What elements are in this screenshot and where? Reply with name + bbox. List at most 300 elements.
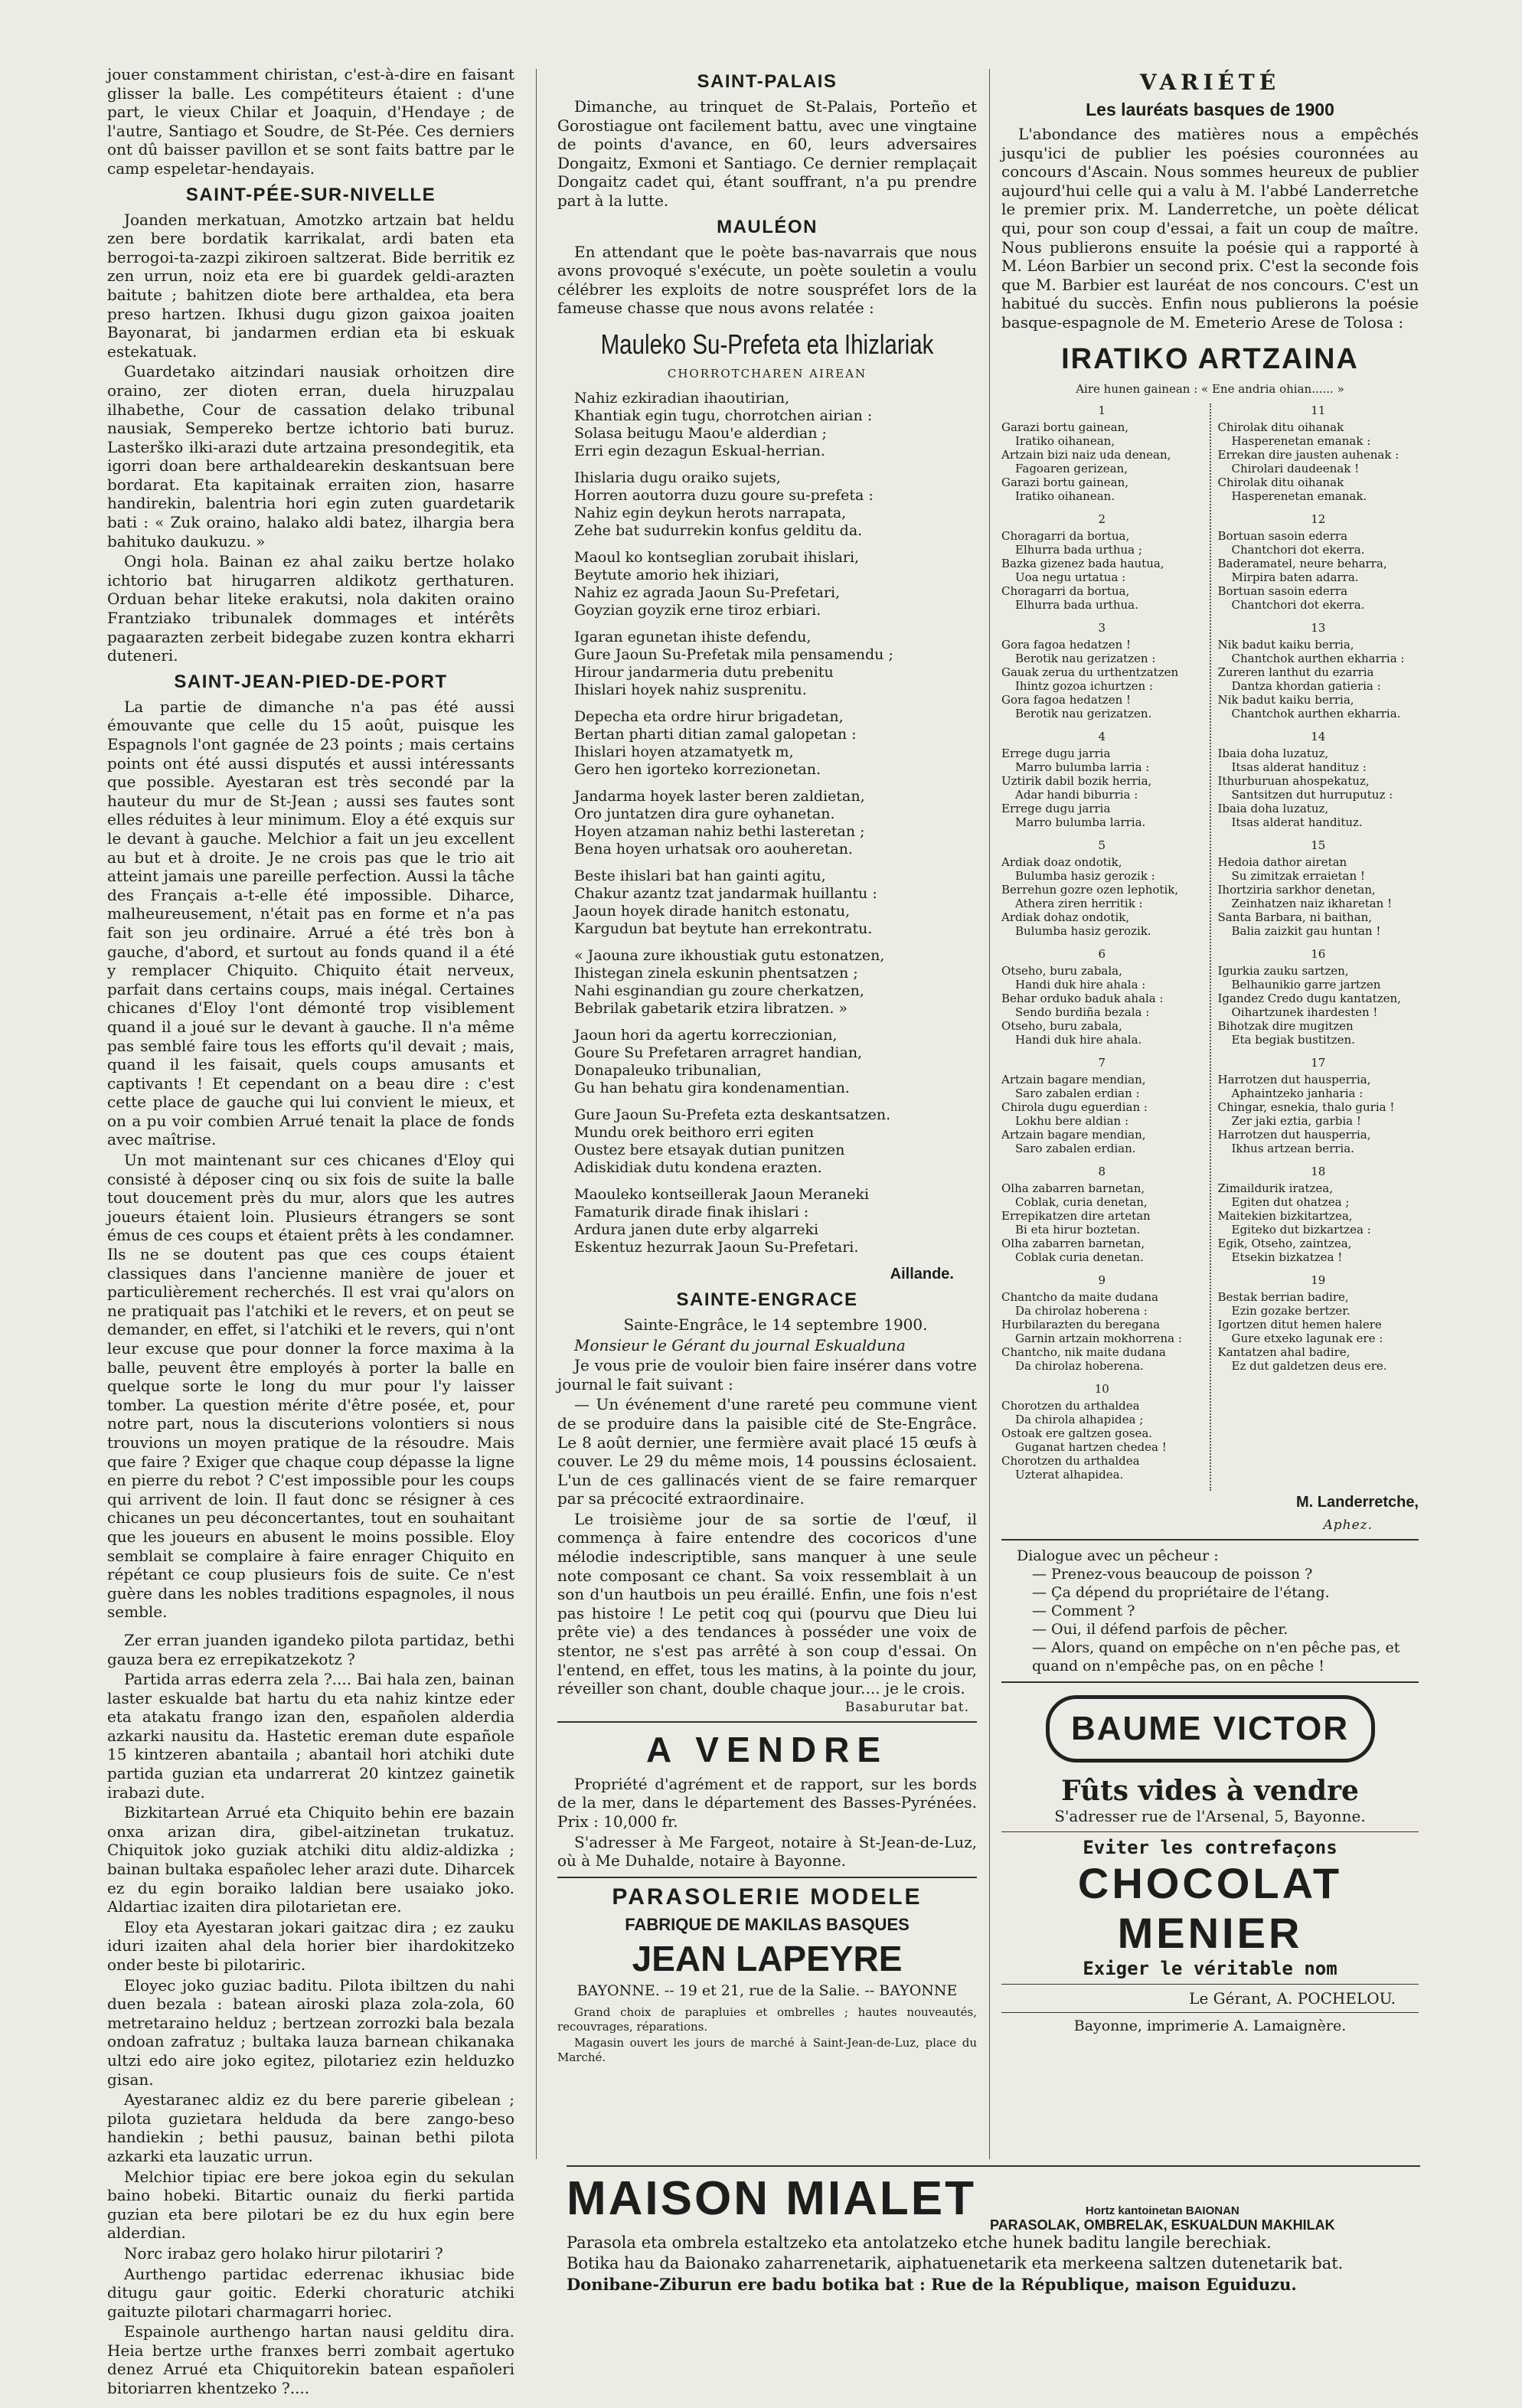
poem-stanza bbox=[574, 1186, 977, 1256]
poem-line: Chantchori dot ekerra. bbox=[1231, 597, 1365, 612]
column-rule-1 bbox=[536, 69, 537, 2159]
poem-line: Ostoak ere galtzen gosea. bbox=[1001, 1426, 1153, 1440]
poem-line: Hasperenetan emanak : bbox=[1231, 433, 1371, 448]
poem-stanza bbox=[1218, 947, 1419, 1047]
poem-line: Egik, Otseho, zaintzea, bbox=[1217, 1236, 1352, 1250]
poem-line: Gure Jaoun Su-Prefetak mila pensamendu ; bbox=[574, 645, 893, 663]
column-3 bbox=[1001, 65, 1419, 2034]
poem-line: Hirour jandarmeria dutu prebenitu bbox=[574, 663, 834, 681]
poem-line: Gu han behatu gira kondenamentian. bbox=[574, 1079, 850, 1096]
paragraph: Je vous prie de vouloir bien faire insérer dans votre journal le fait suivant : bbox=[557, 1356, 977, 1394]
ad-vendre-contact: S'adresser à Me Fargeot, notaire à St-Jean-de-Luz, où à Me Duhalde, notaire à Bayonne. bbox=[557, 1832, 977, 1871]
poem-stanza bbox=[1218, 1056, 1419, 1155]
poem-stanza bbox=[574, 788, 977, 858]
poem-stanza bbox=[1001, 730, 1203, 829]
poem-line: Santa Barbara, ni baithan, bbox=[1217, 910, 1373, 924]
poem-line: Ihislaria dugu oraiko sujets, bbox=[574, 469, 781, 486]
stanza-number: 19 bbox=[1311, 1273, 1326, 1287]
poem-line: Etsekin bizkatzea ! bbox=[1231, 1250, 1343, 1264]
poem-line: Bena hoyen urhatsak oro aouheretan. bbox=[574, 840, 853, 858]
poem-line: Garazi bortu gainean, bbox=[1001, 475, 1129, 489]
poem-stanza bbox=[574, 390, 977, 460]
ad-baume-badge bbox=[1046, 1695, 1375, 1763]
paragraph: La partie de dimanche n'a pas été aussi émouvante que celle du 15 août, puisque les Espagnols l'ont gagnée de 23 points ; mais certains points ont été aussi disputés et aussi intéressants que possible. Ayestaran est très secondé par la hauteur du mur de St-Jean ; aussi ses fautes sont elles réduites à leur minimum. Eloy a été exquis sur le devant à gauche. Melchior a fait un jeu excellent au but et à droite. Je ne crois pas que le trio ait atteint jamais une pareille perfection. Aussi la tâche des Français a-t-elle été impossible. Diharce, malheureusement, n'était pas en forme et n'a pas fait son jeu ordinaire. Arrué a été très bon à gauche, d'abord, et surtout au fonds quand il a été y remplacer Chiquito. Chiquito était nerveux, parfait dans certains coups, mais inégal. Certaines chicanes d'Eloy l'ont démonté trop visiblement quand il a joué sur le devant à gauche. Il n'a même pas semblé faire tous les efforts qu'il devait ; mais, quand il les faisait, quels coups amusants et captivants ! Et cependant on a beau dire : c'est cette place de gauche qui lui convient le mieux, et on a pu voir combien Arrué tenait la place de fonds avec maîtrise. bbox=[107, 697, 514, 1149]
poem-line: Bebrilak gabetarik etzira libratzen. » bbox=[574, 999, 848, 1017]
paragraph: Partida arras ederra zela ?.... Bai hala zen, bainan laster eskualde bat hartu du eta nahiz kintze eder eta atakatu frango izan den, españolen alderdia azkarki nausitu da. Hastetic ereman dute españole 15 kintzeren abantaila ; abantail hori atchiki dute partida guzian eta undarrerat 20 kintzez gainetik irabazi dute. bbox=[107, 1670, 514, 1802]
poem-line: Ikhus artzean berria. bbox=[1231, 1141, 1354, 1155]
poem-line: Berrehun gozre ozen lephotik, bbox=[1001, 882, 1179, 897]
poem-line: Bortuan sasoin ederra bbox=[1217, 528, 1348, 543]
dialog-line: — Oui, il défend parfois de pêcher. bbox=[1032, 1620, 1288, 1638]
poem-line: Chirolari daudeenak ! bbox=[1231, 461, 1360, 475]
poem-line: Gora fagoa hedatzen ! bbox=[1001, 637, 1132, 652]
dialog-line: quand on n'empêche pas, on en pêche ! bbox=[1032, 1657, 1324, 1674]
stanza-number: 15 bbox=[1311, 838, 1326, 852]
poem-line: Chantchok aurthen ekharria. bbox=[1231, 706, 1401, 720]
ad-futs-title: Fûts vides à vendre bbox=[1061, 1774, 1359, 1807]
poem-line: Hurbilarazten du beregana bbox=[1001, 1317, 1161, 1331]
poem-line: Errepikatzen dire artetan bbox=[1001, 1208, 1151, 1223]
poem-line: Maouleko kontseillerak Jaoun Meraneki bbox=[574, 1185, 870, 1203]
paragraph: Espainole aurthengo hartan nausi gelditu dira. Heia bertze urthe franxes berri zombait agertuko denez Arrué eta Chiquitorekin batean españoleri bitoriarren khentzeko ?.... bbox=[107, 2322, 514, 2398]
stanza-number: 9 bbox=[1098, 1273, 1106, 1287]
poem-stanza bbox=[1218, 1273, 1419, 1373]
poem-line: Hedoia dathor airetan bbox=[1217, 854, 1347, 869]
poem-line: Igaran egunetan ihiste defendu, bbox=[574, 628, 812, 645]
ad-mialet-text: Botika hau da Baionako zaharrenetarik, aiphatuenetarik eta merkeena saltzen dutenetarik bat. bbox=[567, 2254, 1344, 2272]
poem-line: Ardiak dohaz ondotik, bbox=[1001, 910, 1130, 924]
poem-line: Ihortziria sarkhor denetan, bbox=[1217, 882, 1376, 897]
poem-stanza bbox=[1218, 838, 1419, 938]
poem-stanza bbox=[1001, 1056, 1203, 1155]
poem-line: Ez dut galdetzen deus ere. bbox=[1231, 1358, 1387, 1373]
divider bbox=[557, 1877, 977, 1878]
poem-line: Bi eta hirur boztetan. bbox=[1015, 1222, 1141, 1237]
poem-line: Nahiz ez agrada Jaoun Su-Prefetari, bbox=[574, 583, 841, 601]
poem-line: Egiten dut ohatzea ; bbox=[1231, 1194, 1350, 1209]
paragraph: Le troisième jour de sa sortie de l'œuf, il commença à faire entendre des cocoricos d'une mélodie indescriptible, sans manquer à une seule note composant ce chant. Sa voix ressemblait à un son d'un hautbois un peu éraillé. Enfin, une fois n'est pas histoire ! Le petit coq qui (pourvu que Dieu lui prête vie) a des tendances à posséder une voix de stentor, ne s'est pas arrêté à son coup d'essai. On l'entend, en effet, tous les matins, à la pointe du jour, réveiller son chant, double chaque jour.... je le crois. bbox=[557, 1509, 977, 1698]
poem-line: Goyzian goyzik erne tiroz erbiari. bbox=[574, 601, 821, 619]
poem-line: Eta begiak bustitzen. bbox=[1231, 1032, 1355, 1047]
poem-line: Uoa negu urtatua : bbox=[1015, 570, 1126, 584]
paragraph: Ayestaranec aldiz ez du bere parerie gibelean ; pilota guzietara helduda da bere zango-beso handiekin ; bethi pausuz, bainan bethi pilota azkarki eta lauzatic urrun. bbox=[107, 2090, 514, 2165]
poem-line: Famaturik dirade finak ihislari : bbox=[574, 1203, 809, 1220]
imprimerie: Bayonne, imprimerie A. Lamaignère. bbox=[1073, 2017, 1347, 2034]
poem-line: Harrotzen dut hausperria, bbox=[1217, 1072, 1371, 1086]
ad-maison-mialet bbox=[567, 2165, 1420, 2295]
ad-mialet-side-line: PARASOLAK, OMBRELAK, ESKUALDUN MAKHILAK bbox=[989, 2217, 1335, 2233]
ad-chocolat-warning: Eviter les contrefaçons bbox=[1083, 1836, 1337, 1858]
ad-mialet-side-line: Hortz kantoinetan BAIONAN bbox=[1085, 2204, 1239, 2217]
poem-line: Ihistegan zinela eskunin phentsatzen ; bbox=[574, 964, 858, 982]
divider bbox=[1001, 1984, 1419, 1985]
poem-line: Artzain bagare mendian, bbox=[1001, 1072, 1146, 1086]
poem-line: Athera ziren herritik : bbox=[1015, 896, 1143, 910]
poem-line: Zureren lanthut du ezarria bbox=[1217, 665, 1374, 679]
poem-line: Igandez Credo dugu kantatzen, bbox=[1217, 991, 1401, 1005]
poem-line: Behar orduko baduk ahala : bbox=[1001, 991, 1164, 1005]
poem-line: Depecha eta ordre hirur brigadetan, bbox=[574, 707, 844, 725]
poem-stanza bbox=[1001, 404, 1203, 503]
divider bbox=[1001, 1681, 1419, 1683]
dialog-line: — Ça dépend du propriétaire de l'étang. bbox=[1032, 1583, 1330, 1601]
poem-line: Gero hen igorteko korrezionetan. bbox=[574, 760, 821, 778]
poem-line: Chantcho da maite dudana bbox=[1001, 1289, 1158, 1304]
paragraph: — Un événement d'une rareté peu commune vient de se produire dans la paisible cité de Ste-Engrâce. Le 8 août dernier, une fermière avait placé 15 œufs à couver. Le 29 du même mois, 14 poussins éclosaient. L'un de ces gallinacés vient de se faire remarquer par sa précocité extraordinaire. bbox=[557, 1395, 977, 1508]
dateline: Sainte-Engrâce, le 14 septembre 1900. bbox=[623, 1315, 928, 1334]
heading-saint-pee: SAINT-PÉE-SUR-NIVELLE bbox=[185, 184, 436, 205]
poem-line: Uzterat alhapidea. bbox=[1015, 1467, 1124, 1482]
paragraph: Un mot maintenant sur ces chicanes d'Eloy qui consisté à déposer cinq ou six fois de suite la balle tout doucement près du mur, alors que les autres joueurs étaient loin. Plusieurs étrangers se sont émus de ces coups et étaient prêts à les condamner. Ils ne se doutent pas que ces coups étaient classiques dans l'ancienne manière de jouer et particulièrement recherchés. Il est vrai qu'alors on ne pratiquait pas l'atchiki et le revers, et on peut se demander, en effet, si l'atchiki et le revers, qui n'ont leur excuse que pour donner la force maxima à la balle, peuvent être employés à porter la balle en quelque sorte le long du mur pour l'y laisser tomber. La question mérite d'être posée, et, pour notre part, nous la discuterions volontiers si nous trouvions un moyen pratique de la résoudre. Mais que faire ? Exiger que chaque coup dépasse la ligne en pierre du rebot ? C'est impossible pour les coups qui arrivent de loin. Il faut donc se résigner à ces chicanes un peu déconcertantes, tout en souhaitant que les joueurs en abusent le moins possible. Eloy semblait se complaire à faire enrager Chiquito en répétant ce coup plusieurs fois de suite. Ce n'est guère dans les nobles traditions espagnoles, il nous semble. bbox=[107, 1151, 514, 1622]
poem-line: Ezin gozake bertzer. bbox=[1231, 1303, 1351, 1318]
poem-line: Iratiko oihanean. bbox=[1015, 488, 1115, 503]
poem-stanza bbox=[1001, 1382, 1203, 1482]
poem-line: Khantiak egin tugu, chorrotchen airian : bbox=[574, 407, 873, 424]
heading-laureats: Les lauréats basques de 1900 bbox=[1086, 100, 1334, 119]
dialog-lines bbox=[1017, 1565, 1419, 1675]
poem-line: Errege dugu jarria bbox=[1001, 801, 1111, 815]
poem-line: Errege dugu jarria bbox=[1001, 746, 1111, 760]
poem-line: Nik badut kaiku berria, bbox=[1217, 692, 1354, 707]
ad-parasolerie-subtitle: FABRIQUE DE MAKILAS BASQUES bbox=[625, 1914, 910, 1934]
ad-parasolerie-text: Magasin ouvert les jours de marché à Saint-Jean-de-Luz, place du Marché. bbox=[557, 2035, 977, 2064]
poem-stanza bbox=[574, 1027, 977, 1097]
poem-line: Saro zabalen erdian. bbox=[1015, 1141, 1136, 1155]
poem-line: Zeinhatzen naiz ikharetan ! bbox=[1231, 896, 1393, 910]
ad-mialet-side bbox=[990, 2204, 1335, 2233]
poem-line: Jaoun hori da agertu korreczionian, bbox=[574, 1026, 838, 1044]
poem-stanza bbox=[574, 947, 977, 1018]
poem-line: Chirola dugu eguerdian : bbox=[1001, 1099, 1148, 1114]
poem-line: Gure etxeko lagunak ere : bbox=[1231, 1331, 1383, 1345]
poem-line: Bortuan sasoin ederra bbox=[1217, 583, 1348, 598]
poem-line: Elhurra bada urthua. bbox=[1015, 597, 1138, 612]
poem-line: Maitekien bizkitartzea, bbox=[1217, 1208, 1353, 1223]
stanza-number: 8 bbox=[1098, 1164, 1106, 1178]
poem-line: Harrotzen dut hausperria, bbox=[1217, 1127, 1371, 1142]
column-1 bbox=[107, 65, 514, 2400]
poem-line: Chakur azantz tzat jandarmak huillantu : bbox=[574, 884, 877, 902]
poem-line: Gure Jaoun Su-Prefeta ezta deskantsatzen. bbox=[574, 1106, 891, 1123]
paragraph: Melchior tipiac ere bere jokoa egin du sekulan baino hobeki. Bitartic ounaiz du fierki partida guzian eta bere pilotari be ez du hux egin bere alderdian. bbox=[107, 2167, 514, 2243]
poem-stanza bbox=[1218, 730, 1419, 829]
stanza-number: 16 bbox=[1311, 946, 1326, 961]
poem-line: Maoul ko kontseglian zorubait ihislari, bbox=[574, 548, 860, 566]
divider bbox=[557, 1721, 977, 1723]
poem-signature: Aillande. bbox=[890, 1265, 954, 1282]
paragraph: L'abondance des matières nous a empêchés jusqu'ici de publier les poésies couronnées au concours d'Ascain. Nous sommes heureux de publier aujourd'hui celle qui a valu à M. l'abbé Landerretche le premier prix. M. Landerretche, un poète délicat qui, pour son coup d'essai, a fait un coup de maître. Nous publierons ensuite la poésie qui a rapporté à M. Léon Barbier un second prix. C'est la seconde fois que M. Barbier est lauréat de nos concours. C'est un habitué du succès. Enfin nous publierons la poésie basque-espagnole de M. Emeterio Arese de Tolosa : bbox=[1001, 125, 1419, 332]
poem-line: Horren aoutorra duzu goure su-prefeta : bbox=[574, 486, 874, 504]
poem-line: Eskentuz hezurrak Jaoun Su-Prefetari. bbox=[574, 1238, 859, 1256]
poem-stanza bbox=[574, 708, 977, 779]
stanza-number: 12 bbox=[1311, 511, 1326, 526]
poem-line: Handi duk hire ahala. bbox=[1015, 1032, 1142, 1047]
dialog-line: — Comment ? bbox=[1032, 1602, 1135, 1619]
poem-line: Bulumba hasiz gerozik : bbox=[1015, 868, 1155, 883]
poem-line: Igortzen ditut hemen halere bbox=[1217, 1317, 1382, 1331]
stanza-number: 13 bbox=[1311, 620, 1326, 635]
poem-line: Igurkia zauku sartzen, bbox=[1217, 963, 1349, 978]
column-2 bbox=[557, 65, 977, 2067]
stanza-number: 10 bbox=[1094, 1381, 1109, 1396]
paragraph: Guardetako aitzindari nausiak orhoitzen dire oraino, zer dioten erran, duela hiruzpalau ilhabethe, Cour de cassation delako tribunal nausiak, Sempereko bertze ichtorio bati buruz. Lasterško ilki-arazi dute artzaina presondegitik, eta igorri doan bere arthaldearekin deskantsuan bere bordarat. Eta kapitainak erraiten zion, hasarre handirekin, balentria hori egin zuten guardetarik bati : « Zuk oraino, halako aldi batez, ilhargia bera bahituko daukuzu. » bbox=[107, 362, 514, 551]
poem-line: Olha zabarren barnetan, bbox=[1001, 1181, 1145, 1195]
poem-line: Nik badut kaiku berria, bbox=[1217, 637, 1354, 652]
poem-line: Ardiak doaz ondotik, bbox=[1001, 854, 1122, 869]
poem-stanza bbox=[1218, 404, 1419, 503]
poem-stanza bbox=[1218, 1165, 1419, 1264]
poem-line: Nahiz ezkiradian ihaoutirian, bbox=[574, 389, 790, 407]
dialog-line: — Prenez-vous beaucoup de poisson ? bbox=[1032, 1565, 1313, 1583]
poem-stanza bbox=[1001, 1273, 1203, 1373]
poem-stanza bbox=[574, 549, 977, 619]
poem-stanza bbox=[1001, 947, 1203, 1047]
poem-air: CHORROTCHAREN AIREAN bbox=[667, 366, 867, 381]
poem-line: Balia zaizkit gau huntan ! bbox=[1231, 923, 1381, 938]
poem-line: Fagoaren gerizean, bbox=[1015, 461, 1128, 475]
poem-line: Dantza khordan gatieria : bbox=[1231, 678, 1381, 693]
poem-line: Da chirolaz hoberena : bbox=[1015, 1303, 1148, 1318]
paragraph: Dimanche, au trinquet de St-Palais, Porteño et Gorostiague ont facilement battu, avec une vingtaine de points d'avance, en 60, leurs adversaires Dongaitz, Exmoni et Santiago. Ce dernier remplaçait Dongaitz cadet qui, étant souffrant, n'a pu prendre part à la lutte. bbox=[557, 97, 977, 210]
poem-stanza bbox=[574, 867, 977, 938]
poem-line: Otseho, buru zabala, bbox=[1001, 1018, 1122, 1033]
poem-line: Uztirik dabil bozik herria, bbox=[1001, 773, 1152, 788]
stanza-number: 17 bbox=[1311, 1055, 1326, 1070]
poem-line: Nahiz egin deykun herots narrapata, bbox=[574, 504, 847, 521]
ad-futs-address: S'adresser rue de l'Arsenal, 5, Bayonne. bbox=[1054, 1806, 1366, 1825]
paragraph: Eloyec joko guziac baditu. Pilota ibiltzen du nahi duen bezala : batean airoski plaza zola-zola, 60 metretaraino helduz ; bertzean zorrozki bala bezala ondoan zafratuz ; bultaka lauza barnean chikanaka ultzi edo aire joko egitez, pilotariez ezin helduzko gisan. bbox=[107, 1975, 514, 2089]
intro-paragraph: jouer constamment chiristan, c'est-à-dire en faisant glisser la balle. Les compétiteurs étaient : d'une part, le vieux Chilar et Joaquin, d'Hendaye ; de l'autre, Santiago et Soudre, de St-Pée. Ces derniers ont dû baisser pavillon et se sont faits battre par le camp espeletar-hendayais. bbox=[107, 65, 514, 178]
poem-line: Bulumba hasiz gerozik. bbox=[1015, 923, 1151, 938]
poem-signature-title: Aphez. bbox=[1323, 1517, 1373, 1533]
paragraph: Eloy eta Ayestaran jokari gaitzac dira ; ez zauku iduri izaiten ahal dela horier bier ihardokitzeko onder beste bi pilotariric. bbox=[107, 1917, 514, 1974]
poem-line: Marro bulumba larria. bbox=[1015, 815, 1146, 829]
paragraph: Norc irabaz gero holako hirur pilotariri ? bbox=[124, 2243, 443, 2263]
poem-line: Ibaia doha luzatuz, bbox=[1217, 746, 1329, 760]
poem-line: Garazi bortu gainean, bbox=[1001, 420, 1129, 434]
poem-line: Guganat hartzen chedea ! bbox=[1015, 1439, 1167, 1454]
poem-line: Saro zabalen erdian : bbox=[1015, 1086, 1140, 1100]
poem-line: Kantatzen ahal badire, bbox=[1217, 1344, 1351, 1359]
salutation: Monsieur le Gérant du journal Eskualduna bbox=[574, 1335, 906, 1354]
poem-line: Zimaildurik iratzea, bbox=[1217, 1181, 1333, 1195]
poem-line: Berotik nau gerizatzen : bbox=[1015, 651, 1156, 665]
poem-line: Iratiko oihanean, bbox=[1015, 433, 1115, 448]
stanza-number: 18 bbox=[1311, 1164, 1326, 1178]
poem-line: Zehe bat sudurrekin konfus gelditu da. bbox=[574, 521, 863, 539]
poem-title: Mauleko Su-Prefeta eta Ihizlariak bbox=[600, 328, 934, 360]
ad-parasolerie-address: BAYONNE. -- 19 et 21, rue de la Salie. -- BAYONNE bbox=[576, 1982, 958, 1999]
dialog-line: — Alors, quand on empêche on n'en pêche pas, et bbox=[1032, 1639, 1400, 1656]
poem-line: Mundu orek beithoro erri egiten bbox=[574, 1123, 815, 1141]
stanza-number: 5 bbox=[1098, 838, 1106, 852]
poem-line: Ibaia doha luzatuz, bbox=[1217, 801, 1329, 815]
poem-line: Su zimitzak erraietan ! bbox=[1231, 868, 1365, 883]
poem-line: Errekan dire jausten auhenak : bbox=[1217, 447, 1400, 462]
poem-line: Adar handi biburria : bbox=[1015, 787, 1138, 802]
heading-mauleon: MAULÉON bbox=[717, 216, 818, 237]
poem-line: Ithurburuan ahospekatuz, bbox=[1217, 773, 1370, 788]
poem-line: Chingar, esnekia, thalo guria ! bbox=[1217, 1099, 1395, 1114]
poem-line: Elhurra bada urthua ; bbox=[1015, 542, 1142, 557]
poem-line: Chorotzen du arthaldea bbox=[1001, 1398, 1140, 1413]
poem-line: Oro juntatzen dira gure oyhanetan. bbox=[574, 805, 835, 822]
poem-line: Oustez bere etsayak dutian punitzen bbox=[574, 1141, 845, 1158]
stanza-number: 6 bbox=[1098, 946, 1106, 961]
poem-line: Hasperenetan emanak. bbox=[1231, 488, 1367, 503]
poem-line: Gora fagoa hedatzen ! bbox=[1001, 692, 1132, 707]
poem-line: Ihislari hoyen atzamatyetk m, bbox=[574, 743, 794, 760]
stanza-number: 1 bbox=[1098, 403, 1106, 417]
ad-parasolerie-name: JEAN LAPEYRE bbox=[632, 1938, 903, 1978]
poem-line: Otseho, buru zabala, bbox=[1001, 963, 1122, 978]
poem-line: Da chirolaz hoberena. bbox=[1015, 1358, 1144, 1373]
poem-line: Erri egin dezagun Eskual-herrian. bbox=[574, 442, 825, 459]
poem-line: Jandarma hoyek laster beren zaldietan, bbox=[574, 787, 865, 805]
ad-mialet-header bbox=[567, 2171, 1420, 2233]
poem-stanza bbox=[574, 629, 977, 699]
poem-line: Zer jaki eztia, garbia ! bbox=[1231, 1113, 1361, 1128]
poem-line: Jaoun hoyek dirade hanitch estonatu, bbox=[574, 902, 851, 920]
poem-line: Hoyen atzaman nahiz bethi lasteretan ; bbox=[574, 822, 865, 840]
divider bbox=[1001, 1539, 1419, 1541]
poem-line: Lokhu bere aldian : bbox=[1015, 1113, 1129, 1128]
poem-line: Olha zabarren barnetan, bbox=[1001, 1236, 1145, 1250]
stanza-number: 3 bbox=[1098, 620, 1106, 635]
dotted-rule bbox=[1210, 404, 1211, 1491]
poem-line: Nahi esginandian gu zoure cherkatzen, bbox=[574, 982, 864, 999]
poem-line: Chirolak ditu oihanak bbox=[1217, 420, 1344, 434]
poem-line: Oihartzunek ihardesten ! bbox=[1231, 1005, 1378, 1019]
poem-line: Beste ihislari bat han gainti agitu, bbox=[574, 867, 826, 884]
poem-line: Chantcho, nik maite dudana bbox=[1001, 1344, 1166, 1359]
poem-line: Chantchok aurthen ekharria : bbox=[1231, 651, 1405, 665]
poem-line: Sendo burdiña bezala : bbox=[1015, 1005, 1150, 1019]
poem-line: Chorotzen du arthaldea bbox=[1001, 1453, 1140, 1468]
poem-line: Coblak curia denetan. bbox=[1015, 1250, 1144, 1264]
poem-stanza bbox=[1218, 621, 1419, 720]
stanza-number: 4 bbox=[1098, 729, 1106, 743]
poem bbox=[557, 390, 977, 1256]
poem-line: Bihotzak dire mugitzen bbox=[1217, 1018, 1354, 1033]
poem-line: Artzain bagare mendian, bbox=[1001, 1127, 1146, 1142]
poem-line: Goure Su Prefetaren arragret handian, bbox=[574, 1044, 863, 1061]
divider bbox=[1001, 1831, 1419, 1832]
poem-line: Ihislari hoyek nahiz susprenitu. bbox=[574, 681, 807, 698]
divider bbox=[1001, 2012, 1419, 2013]
ad-mialet-title: MAISON MIALET bbox=[567, 2172, 976, 2225]
poem-line: Itsas alderat handituz. bbox=[1231, 815, 1363, 829]
poem-line: Belhaunikio garre jartzen bbox=[1231, 977, 1381, 992]
poem-left bbox=[1001, 404, 1203, 1491]
poem-stanza bbox=[1001, 621, 1203, 720]
paragraph: Bizkitartean Arrué eta Chiquito behin ere bazain onxa arizan dira, gibel-aitzinetan trukatuz. Chiquitok joko guziak atchiki ditu aldiz-aldizka ; bainan bultaka españolec leher arazi dute. Diharcek ez du egin boraiko laldian bere usaiako joko. Aldartiac izaiten dira pilotarietan ere. bbox=[107, 1803, 514, 1916]
stanza-number: 7 bbox=[1098, 1055, 1106, 1070]
poem-two-columns bbox=[1001, 404, 1419, 1491]
paragraph: En attendant que le poète bas-navarrais que nous avons provoqué s'exécute, un poète souletin a voulu célébrer les exploits de notre souspréfet lors de la fameuse chasse que nous avons relatée : bbox=[557, 242, 977, 318]
poem-line: Coblak, curia denetan, bbox=[1015, 1194, 1148, 1209]
poem-line: Ardura janen dute erby algarreki bbox=[574, 1220, 819, 1238]
letter-signature: Basaburutar bat. bbox=[844, 1699, 969, 1715]
poem-stanza bbox=[574, 469, 977, 540]
poem-line: Chirolak ditu oihanak bbox=[1217, 475, 1344, 489]
dialog-intro: Dialogue avec un pêcheur : bbox=[1017, 1547, 1219, 1564]
ad-mialet-text: Parasola eta ombrela estaltzeko eta antolatzeko etche hunek baditu langile berechiak. bbox=[567, 2233, 1272, 2252]
poem-line: Marro bulumba larria : bbox=[1015, 760, 1150, 774]
poem-line: Donapaleuko tribunalian, bbox=[574, 1061, 762, 1079]
stanza-number: 2 bbox=[1098, 511, 1106, 526]
heading-variete: VARIÉTÉ bbox=[1139, 70, 1281, 95]
poem-air: Aire hunen gainean : « Ene andria ohian...... » bbox=[1076, 381, 1344, 396]
poem-line: Bestak berrian badire, bbox=[1217, 1289, 1349, 1304]
poem-line: Baderamatel, neure beharra, bbox=[1217, 556, 1387, 570]
stanza-number: 14 bbox=[1311, 729, 1326, 743]
poem-line: Adiskidiak dutu kondena erazten. bbox=[574, 1158, 822, 1176]
heading-saint-palais: SAINT-PALAIS bbox=[697, 71, 838, 92]
poem-line: Da chirola alhapidea ; bbox=[1015, 1412, 1144, 1426]
poem-line: Mirpira baten adarra. bbox=[1231, 570, 1359, 584]
poem-line: Garnin artzain mokhorrena : bbox=[1015, 1331, 1182, 1345]
ad-chocolat-brand: MENIER bbox=[1117, 1908, 1303, 1957]
poem-title: IRATIKO ARTZAINA bbox=[1061, 342, 1359, 375]
poem-line: Gauak zerua du urthentzatzen bbox=[1001, 665, 1179, 679]
poem-line: « Jaouna zure ikhoustiak gutu estonatzen, bbox=[574, 946, 885, 964]
poem-line: Choragarri da bortua, bbox=[1001, 583, 1130, 598]
poem-line: Choragarri da bortua, bbox=[1001, 528, 1130, 543]
poem-line: Artzain bizi naiz uda denean, bbox=[1001, 447, 1171, 462]
dialog bbox=[1001, 1547, 1419, 1675]
paragraph: Joanden merkatuan, Amotzko artzain bat heldu zen bere bordatik karrikalat, ardi baten eta berrogoi-ta-zazpi zikiroen saltzerat. Bide berritik ez zen urrun, noiz eta ere bi guardek geldi-arazten baitute ; bahitzen diote bere arthaldea, eta bera preso hartzen. Ikhusi dugu gizon gaixoa joaiten Bayonarat, bi jandarmen erdian eta bi eskuak estekatuak. bbox=[107, 210, 514, 361]
poem-line: Itsas alderat handituz : bbox=[1231, 760, 1367, 774]
ad-mialet-text: Donibane-Ziburun ere badu botika bat : Rue de la République, maison Eguiduzu. bbox=[567, 2275, 1297, 2294]
paragraph: Aurthengo partidac ederrenac ikhusiac bide ditugu gaur goitic. Ederki choraturic atchiki gaituzte pilotari charmagarri horiec. bbox=[107, 2264, 514, 2321]
poem-line: Chantchori dot ekerra. bbox=[1231, 542, 1365, 557]
poem-line: Egiteko dut bizkartzea : bbox=[1231, 1222, 1371, 1237]
poem-stanza bbox=[574, 1106, 977, 1177]
ad-vendre-title: A VENDRE bbox=[646, 1729, 888, 1769]
ad-baume-text: BAUME VICTOR bbox=[1071, 1709, 1349, 1747]
poem-signature: M. Landerretche, bbox=[1295, 1493, 1419, 1511]
stanza-number: 11 bbox=[1311, 403, 1326, 417]
ad-chocolat-brand: CHOCOLAT bbox=[1077, 1858, 1343, 1907]
poem-line: Beytute amorio hek ihiziari, bbox=[574, 566, 780, 583]
gerant: Le Gérant, A. POCHELOU. bbox=[1189, 1988, 1396, 2008]
poem-line: Bazka gizenez bada hautua, bbox=[1001, 556, 1164, 570]
column-rule-2 bbox=[989, 69, 990, 2159]
poem-line: Berotik nau gerizatzen. bbox=[1015, 706, 1152, 720]
paragraph: Ongi hola. Bainan ez ahal zaiku bertze holako ichtorio bat hirugarren aldikotz gerthaturen. Orduan behar liteke erakutsi, nola dakiten oraino Frantziako tribunalek dommages et intérêts pagaarazten zerbeit bidegabe zuzen kontra ekharri duteneri. bbox=[107, 552, 514, 665]
poem-right bbox=[1218, 404, 1419, 1491]
ad-chocolat-slogan: Exiger le véritable nom bbox=[1083, 1957, 1337, 1979]
poem-stanza bbox=[1001, 1165, 1203, 1264]
heading-saint-jean: SAINT-JEAN-PIED-DE-PORT bbox=[174, 671, 448, 692]
poem-line: Kargudun bat beytute han errekontratu. bbox=[574, 920, 873, 937]
poem-line: Handi duk hire ahala : bbox=[1015, 977, 1146, 992]
poem-stanza bbox=[1001, 838, 1203, 938]
poem-line: Ihintz gozoa ichurtzen : bbox=[1015, 678, 1153, 693]
heading-sainte-engrace: SAINTE-ENGRACE bbox=[676, 1289, 858, 1310]
poem-line: Aphaintzeko janharia : bbox=[1231, 1086, 1364, 1100]
poem-stanza bbox=[1218, 512, 1419, 612]
poem-line: Solasa beitugu Maou'e alderdian ; bbox=[574, 424, 827, 442]
ad-parasolerie-title: PARASOLERIE MODELE bbox=[612, 1884, 923, 1910]
ad-parasolerie-text: Grand choix de parapluies et ombrelles ; hautes nouveautés, recouvrages, réparations. bbox=[557, 2004, 977, 2034]
ad-vendre-text: Propriété d'agrément et de rapport, sur les bords de la mer, dans le département des Basses-Pyrénées. Prix : 10,000 fr. bbox=[557, 1774, 977, 1831]
poem-stanza bbox=[1001, 512, 1203, 612]
poem-line: Bertan pharti ditian zamal galopetan : bbox=[574, 725, 857, 743]
poem-line: Santsitzen dut hurruputuz : bbox=[1231, 787, 1393, 802]
paragraph: Zer erran juanden igandeko pilota partidaz, bethi gauza bera ez errepikatzekotz ? bbox=[107, 1630, 514, 1668]
